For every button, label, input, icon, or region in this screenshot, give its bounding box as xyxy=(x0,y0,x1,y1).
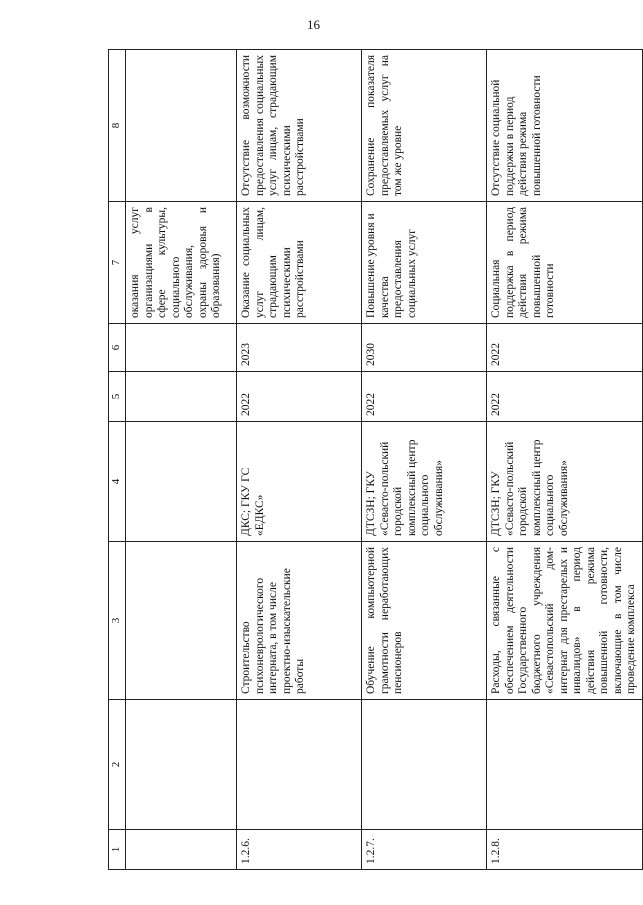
header-cell: 3 xyxy=(109,542,126,700)
event-cell: Расходы, связанные с обеспечением деятельности Государственного бюджетного учреждения «Севастопольский дом-интернат для престарелых и инвалидов» в период действия режима повышенной готовности, включающие в том числе проведение комплекса xyxy=(487,542,643,700)
expected-result-cell: Повышение уровня и качества предоставления социальных услуг xyxy=(362,202,487,324)
expected-result-cell: оказания услуг организациями в сфере культуры, социального обслуживания, охраны здоровья и образования) xyxy=(126,202,237,324)
expected-result-cell: Социальная поддержка в период действия режима повышенной готовности xyxy=(487,202,643,324)
header-cell: 7 xyxy=(109,202,126,324)
header-row xyxy=(109,50,126,870)
header-cell: 6 xyxy=(109,324,126,372)
column-2-cell xyxy=(126,700,237,830)
consequence-cell: Сохранение показателя предоставляемых услуг на том же уровне xyxy=(362,50,487,202)
header-cell: 8 xyxy=(109,50,126,202)
table-row xyxy=(487,50,643,870)
row-number: 1.2.6. xyxy=(237,830,362,870)
end-year-cell: 2030 xyxy=(362,324,487,372)
consequence-cell xyxy=(126,50,237,202)
rotated-table-sheet xyxy=(108,50,637,870)
consequence-cell: Отсутствие социальной поддержки в период действия режима повышенной готовности xyxy=(487,50,643,202)
column-2-cell xyxy=(487,700,643,830)
expected-result-cell: Оказание социальных услуг лицам, страдающим психическими расстройствами xyxy=(237,202,362,324)
end-year-cell xyxy=(126,324,237,372)
end-year-cell: 2022 xyxy=(487,324,643,372)
executor-cell: ДКС; ГКУ ГС «ЕДКС» xyxy=(237,422,362,542)
header-cell: 2 xyxy=(109,700,126,830)
table-rotation-frame xyxy=(108,50,637,870)
table-row xyxy=(362,50,487,870)
header-cell: 4 xyxy=(109,422,126,542)
executor-cell xyxy=(126,422,237,542)
consequence-cell: Отсутствие возможности предоставления социальных услуг лицам, страдающим психическими расстройствами xyxy=(237,50,362,202)
executor-cell: ДТСЗН; ГКУ «Севасто-польский городской комплексный центр социального обслуживания» xyxy=(362,422,487,542)
column-2-cell xyxy=(362,700,487,830)
column-2-cell xyxy=(237,700,362,830)
table-row xyxy=(237,50,362,870)
row-number: 1.2.7. xyxy=(362,830,487,870)
executor-cell: ДТСЗН; ГКУ «Севасто-польский городской комплексный центр социального обслуживания» xyxy=(487,422,643,542)
event-cell xyxy=(126,542,237,700)
start-year-cell: 2022 xyxy=(237,372,362,422)
start-year-cell: 2022 xyxy=(362,372,487,422)
end-year-cell: 2023 xyxy=(237,324,362,372)
start-year-cell: 2022 xyxy=(487,372,643,422)
header-cell: 5 xyxy=(109,372,126,422)
row-number: 1.2.8. xyxy=(487,830,643,870)
event-cell: Обучение компьютерной грамотности неработающих пенсионеров xyxy=(362,542,487,700)
page-number: 16 xyxy=(307,17,320,32)
event-cell: Строительство психоневрологического интерната, в том числе проектно-изыскательские работы xyxy=(237,542,362,700)
program-measures-table xyxy=(108,49,643,870)
start-year-cell xyxy=(126,372,237,422)
table-row xyxy=(126,50,237,870)
row-number xyxy=(126,830,237,870)
header-cell: 1 xyxy=(109,830,126,870)
